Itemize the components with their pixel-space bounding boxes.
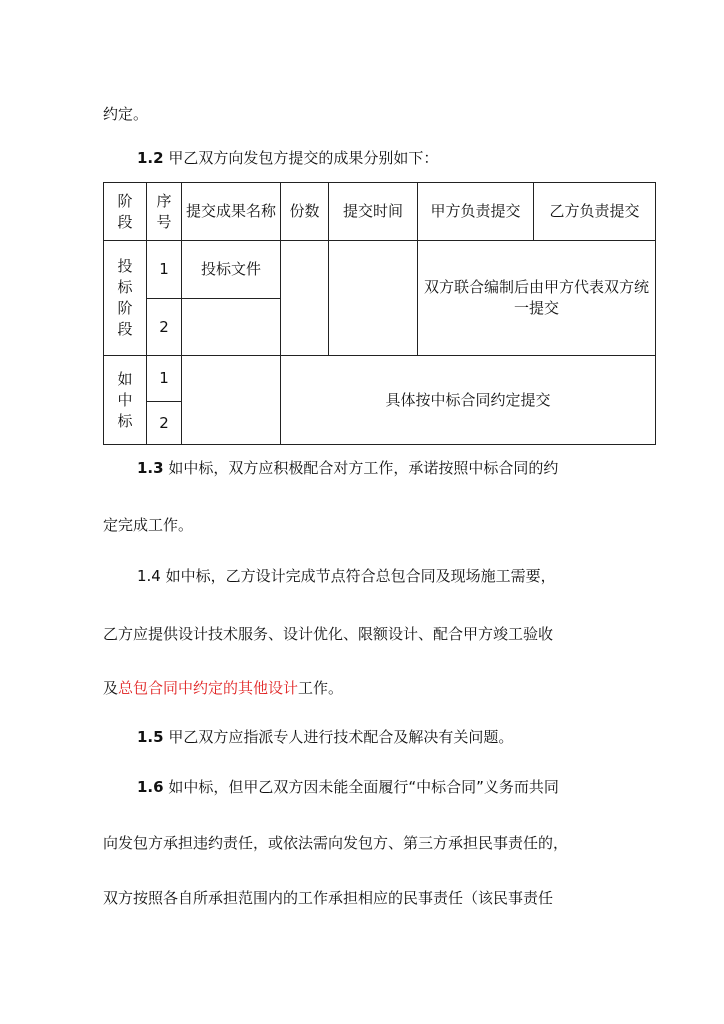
clause-1-3 (137, 458, 558, 478)
clause-1-5 (137, 727, 513, 747)
header-number: 序号 (147, 183, 182, 241)
stage-bidding: 投标阶段 (104, 241, 147, 356)
clause-text: 工作。 (298, 679, 344, 697)
deliverable-name (182, 356, 281, 445)
deliverable-name (182, 299, 281, 356)
table-row (104, 241, 656, 299)
header-stage: 阶段 (104, 183, 147, 241)
clause-text: 如中标，但甲乙双方因未能全面履行“中标合同”义务而共同 (163, 778, 559, 796)
table-row (104, 356, 656, 402)
table-header-row (104, 183, 656, 241)
clause-1-4-final (103, 678, 343, 698)
highlighted-text: 总包合同中约定的其他设计 (118, 679, 299, 697)
contract-submission-note: 具体按中标合同约定提交 (281, 356, 656, 445)
clause-number: 1.3 (137, 459, 164, 477)
joint-submission-note: 双方联合编制后由甲方代表双方统一提交 (418, 241, 656, 356)
header-party-b: 乙方负责提交 (534, 183, 656, 241)
clause-number: 1.6 (137, 778, 164, 796)
header-submit-time: 提交时间 (329, 183, 418, 241)
clause-text: 甲乙双方向发包方提交的成果分别如下： (163, 149, 439, 167)
row-number: 2 (147, 402, 182, 445)
row-number: 1 (147, 356, 182, 402)
row-number: 2 (147, 299, 182, 356)
header-party-a: 甲方负责提交 (418, 183, 534, 241)
clause-1-6-continued: 向发包方承担违约责任，或依法需向发包方、第三方承担民事责任的， (103, 834, 569, 852)
deliverables-table (103, 182, 656, 445)
clause-1-3-continued: 定完成工作。 (103, 516, 194, 534)
header-deliverable-name: 提交成果名称 (182, 183, 281, 241)
stage-if-won: 如中标 (104, 356, 147, 445)
clause-text: 甲乙双方应指派专人进行技术配合及解决有关问题。 (163, 728, 514, 746)
submit-time-cell (329, 241, 418, 356)
clause-1-4: 1.4 如中标，乙方设计完成节点符合总包合同及现场施工需要， (137, 567, 556, 585)
row-number: 1 (147, 241, 182, 299)
deliverable-name: 投标文件 (182, 241, 281, 299)
clause-1-4-continued: 乙方应提供设计技术服务、设计优化、限额设计、配合甲方竣工验收 (103, 625, 554, 643)
paragraph-continuation: 约定。 (103, 105, 149, 123)
header-copies: 份数 (281, 183, 329, 241)
clause-1-6 (137, 777, 559, 797)
clause-number: 1.2 (137, 149, 164, 167)
copies-cell (281, 241, 329, 356)
clause-text: 及 (103, 679, 119, 697)
clause-1-6-continued: 双方按照各自所承担范围内的工作承担相应的民事责任（该民事责任 (103, 889, 554, 907)
clause-1-2 (137, 148, 438, 168)
clause-number: 1.5 (137, 728, 164, 746)
clause-text: 如中标，双方应积极配合对方工作，承诺按照中标合同的约 (163, 459, 559, 477)
